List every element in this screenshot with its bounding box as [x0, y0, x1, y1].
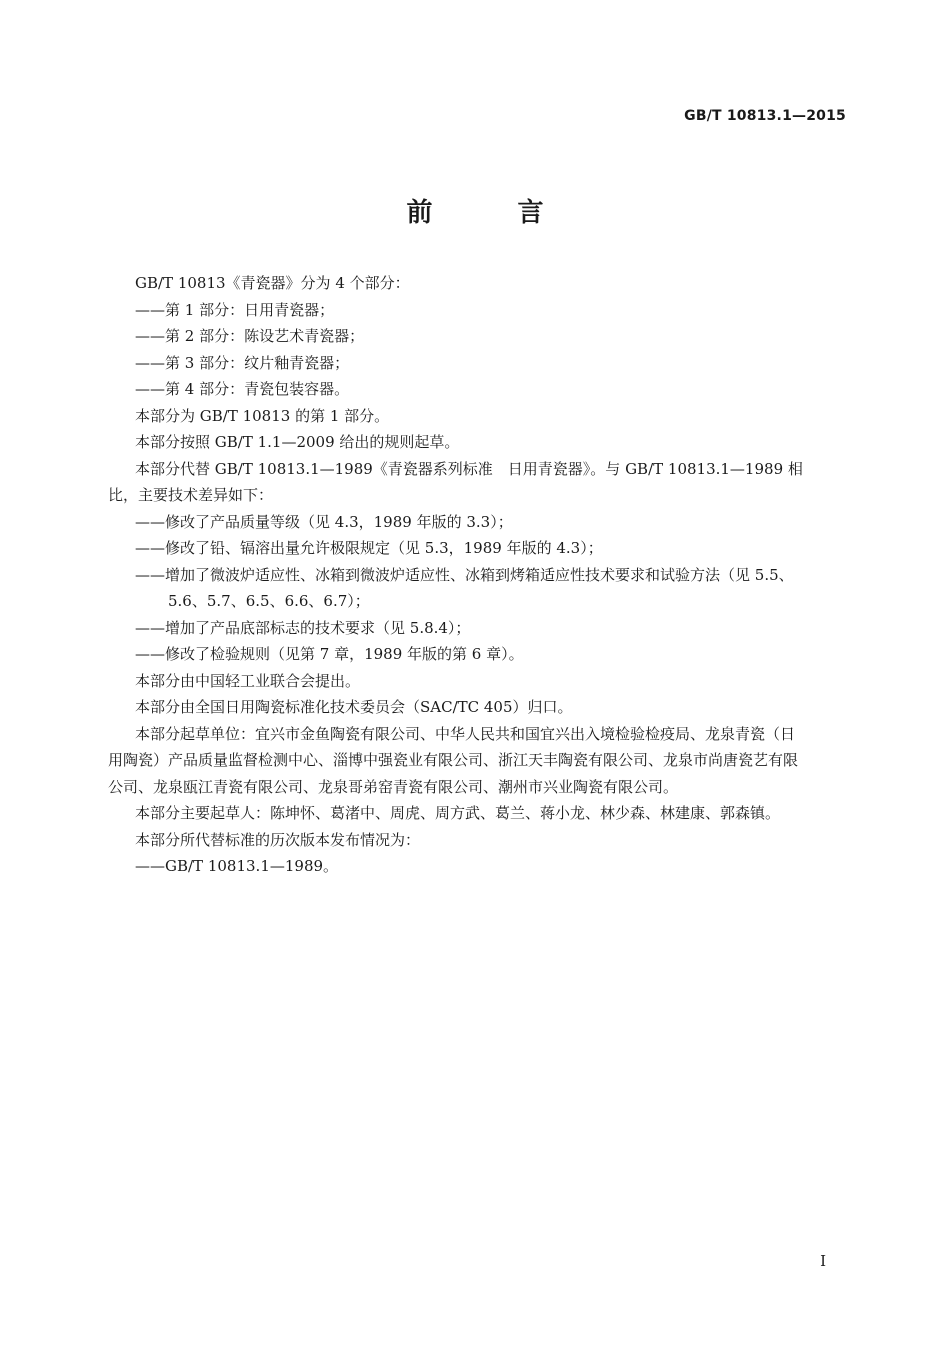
list-item: ——GB/T 10813.1—1989。 — [135, 857, 339, 875]
list-item: ——第 3 部分：纹片釉青瓷器； — [135, 353, 350, 372]
paragraph-line: 用陶瓷）产品质量监督检测中心、淄博中强瓷业有限公司、浙江天丰陶瓷有限公司、龙泉市尚唐瓷艺有限 — [108, 751, 799, 769]
list-item: ——第 1 部分：日用青瓷器； — [135, 300, 335, 319]
list-item: ——增加了微波炉适应性、冰箱到微波炉适应性、冰箱到烤箱适应性技术要求和试验方法（见 5.5、 — [135, 565, 794, 584]
paragraph-line: 本部分为 GB/T 10813 的第 1 部分。 — [135, 406, 390, 425]
paragraph-line: 本部分代替 GB/T 10813.1—1989《青瓷器系列标准 日用青瓷器》。与 GB/T 10813.1—1989 相 — [135, 459, 803, 478]
foreword-body — [108, 270, 850, 880]
list-item: ——第 4 部分：青瓷包装容器。 — [135, 380, 350, 398]
paragraph-line: GB/T 10813《青瓷器》分为 4 个部分： — [135, 274, 410, 292]
page-number: I — [820, 1252, 826, 1270]
list-item-continuation: 5.6、5.7、6.5、6.6、6.7）； — [168, 592, 370, 610]
list-item: ——修改了铅、镉溶出量允许极限规定（见 5.3，1989 年版的 4.3）； — [135, 539, 603, 557]
paragraph-line: 本部分由全国日用陶瓷标准化技术委员会（SAC/TC 405）归口。 — [135, 698, 573, 716]
paragraph-line: 公司、龙泉瓯江青瓷有限公司、龙泉哥弟窑青瓷有限公司、潮州市兴业陶瓷有限公司。 — [108, 777, 679, 796]
paragraph-line: 本部分所代替标准的历次版本发布情况为： — [135, 830, 421, 849]
paragraph-line: 本部分按照 GB/T 1.1—2009 给出的规则起草。 — [135, 433, 460, 451]
paragraph-line: 比，主要技术差异如下： — [108, 486, 274, 504]
list-item: ——第 2 部分：陈设艺术青瓷器； — [135, 327, 365, 345]
page-title: 前 言 — [406, 198, 582, 228]
list-item: ——修改了产品质量等级（见 4.3，1989 年版的 3.3）； — [135, 512, 513, 531]
paragraph-line: 本部分主要起草人：陈坤怀、葛渚中、周虎、周方武、葛兰、蒋小龙、林少森、林建康、郭森镇。 — [135, 804, 781, 822]
paragraph-line: 本部分起草单位：宜兴市金鱼陶瓷有限公司、中华人民共和国宜兴出入境检验检疫局、龙泉青瓷（日 — [135, 724, 796, 743]
list-item: ——增加了产品底部标志的技术要求（见 5.8.4）； — [135, 618, 471, 637]
paragraph-line: 本部分由中国轻工业联合会提出。 — [135, 671, 361, 690]
list-item: ——修改了检验规则（见第 7 章，1989 年版的第 6 章）。 — [135, 645, 524, 663]
standard-code: GB/T 10813.1—2015 — [684, 108, 846, 124]
